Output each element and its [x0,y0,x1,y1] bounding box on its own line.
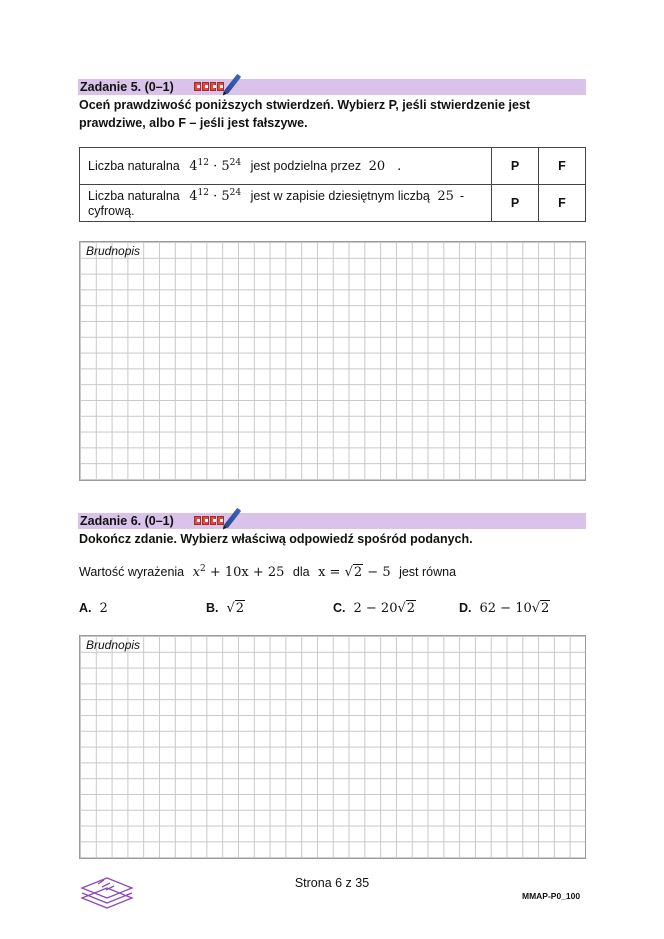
task6-title: Zadanie 6. (0–1) [80,514,174,528]
task6-expression: Wartość wyrażenia $x^2 + 10x + 25$ dla x = √2 − 5 jest równa [79,564,457,580]
scratch-grid-1[interactable] [79,241,586,481]
option-p-1[interactable]: P [492,148,539,185]
task5-title: Zadanie 5. (0–1) [80,80,174,94]
answer-option-a[interactable]: A. 2 [79,601,108,616]
statement-1: Liczba naturalna $4^{12} \cdot 5^{24}$ jest podzielna przez 20 . [80,148,492,185]
answer-option-b[interactable]: B. √2 [206,601,245,616]
scratch-label: Brudnopis [86,638,141,652]
document-code: MMAP-P0_100 [522,891,581,901]
statement-2-expression: $4^{12} \cdot 5^{24}$ [189,187,242,204]
option-p-2[interactable]: P [492,185,539,222]
pencil-icon [224,74,241,94]
task5-header [78,79,586,95]
answer-option-c[interactable]: C. 2 − 20√2 [333,601,416,616]
task5-instruction-line1: Oceń prawdziwość poniższych stwierdzeń. Wybierz P, jeśli stwierdzenie jest [79,98,531,112]
page-number: Strona 6 z 35 [294,876,370,890]
scratch-grid-2[interactable] [79,635,586,859]
table-row [80,148,586,185]
table-row [80,185,586,222]
task-badge-icon [194,82,224,91]
answer-option-d[interactable]: D. 62 − 10√2 [459,601,550,616]
task6-instruction: Dokończ zdanie. Wybierz właściwą odpowiedź spośród podanych. [79,532,473,546]
task6-header [78,513,586,529]
task5-instruction-line2: prawdziwe, albo F – jeśli jest fałszywe. [79,116,308,130]
option-f-2[interactable]: F [539,185,586,222]
true-false-table [79,147,586,222]
statement-1-expression: $4^{12} \cdot 5^{24}$ [189,157,242,174]
task5-instruction [79,96,530,132]
pencil-icon [224,508,241,528]
scratch-label: Brudnopis [86,244,141,258]
option-f-1[interactable]: F [539,148,586,185]
statement-2: Liczba naturalna $4^{12} \cdot 5^{24}$ jest w zapisie dziesiętnym liczbą 25 -cyfrową. [80,185,492,222]
task-badge-icon [194,516,224,525]
